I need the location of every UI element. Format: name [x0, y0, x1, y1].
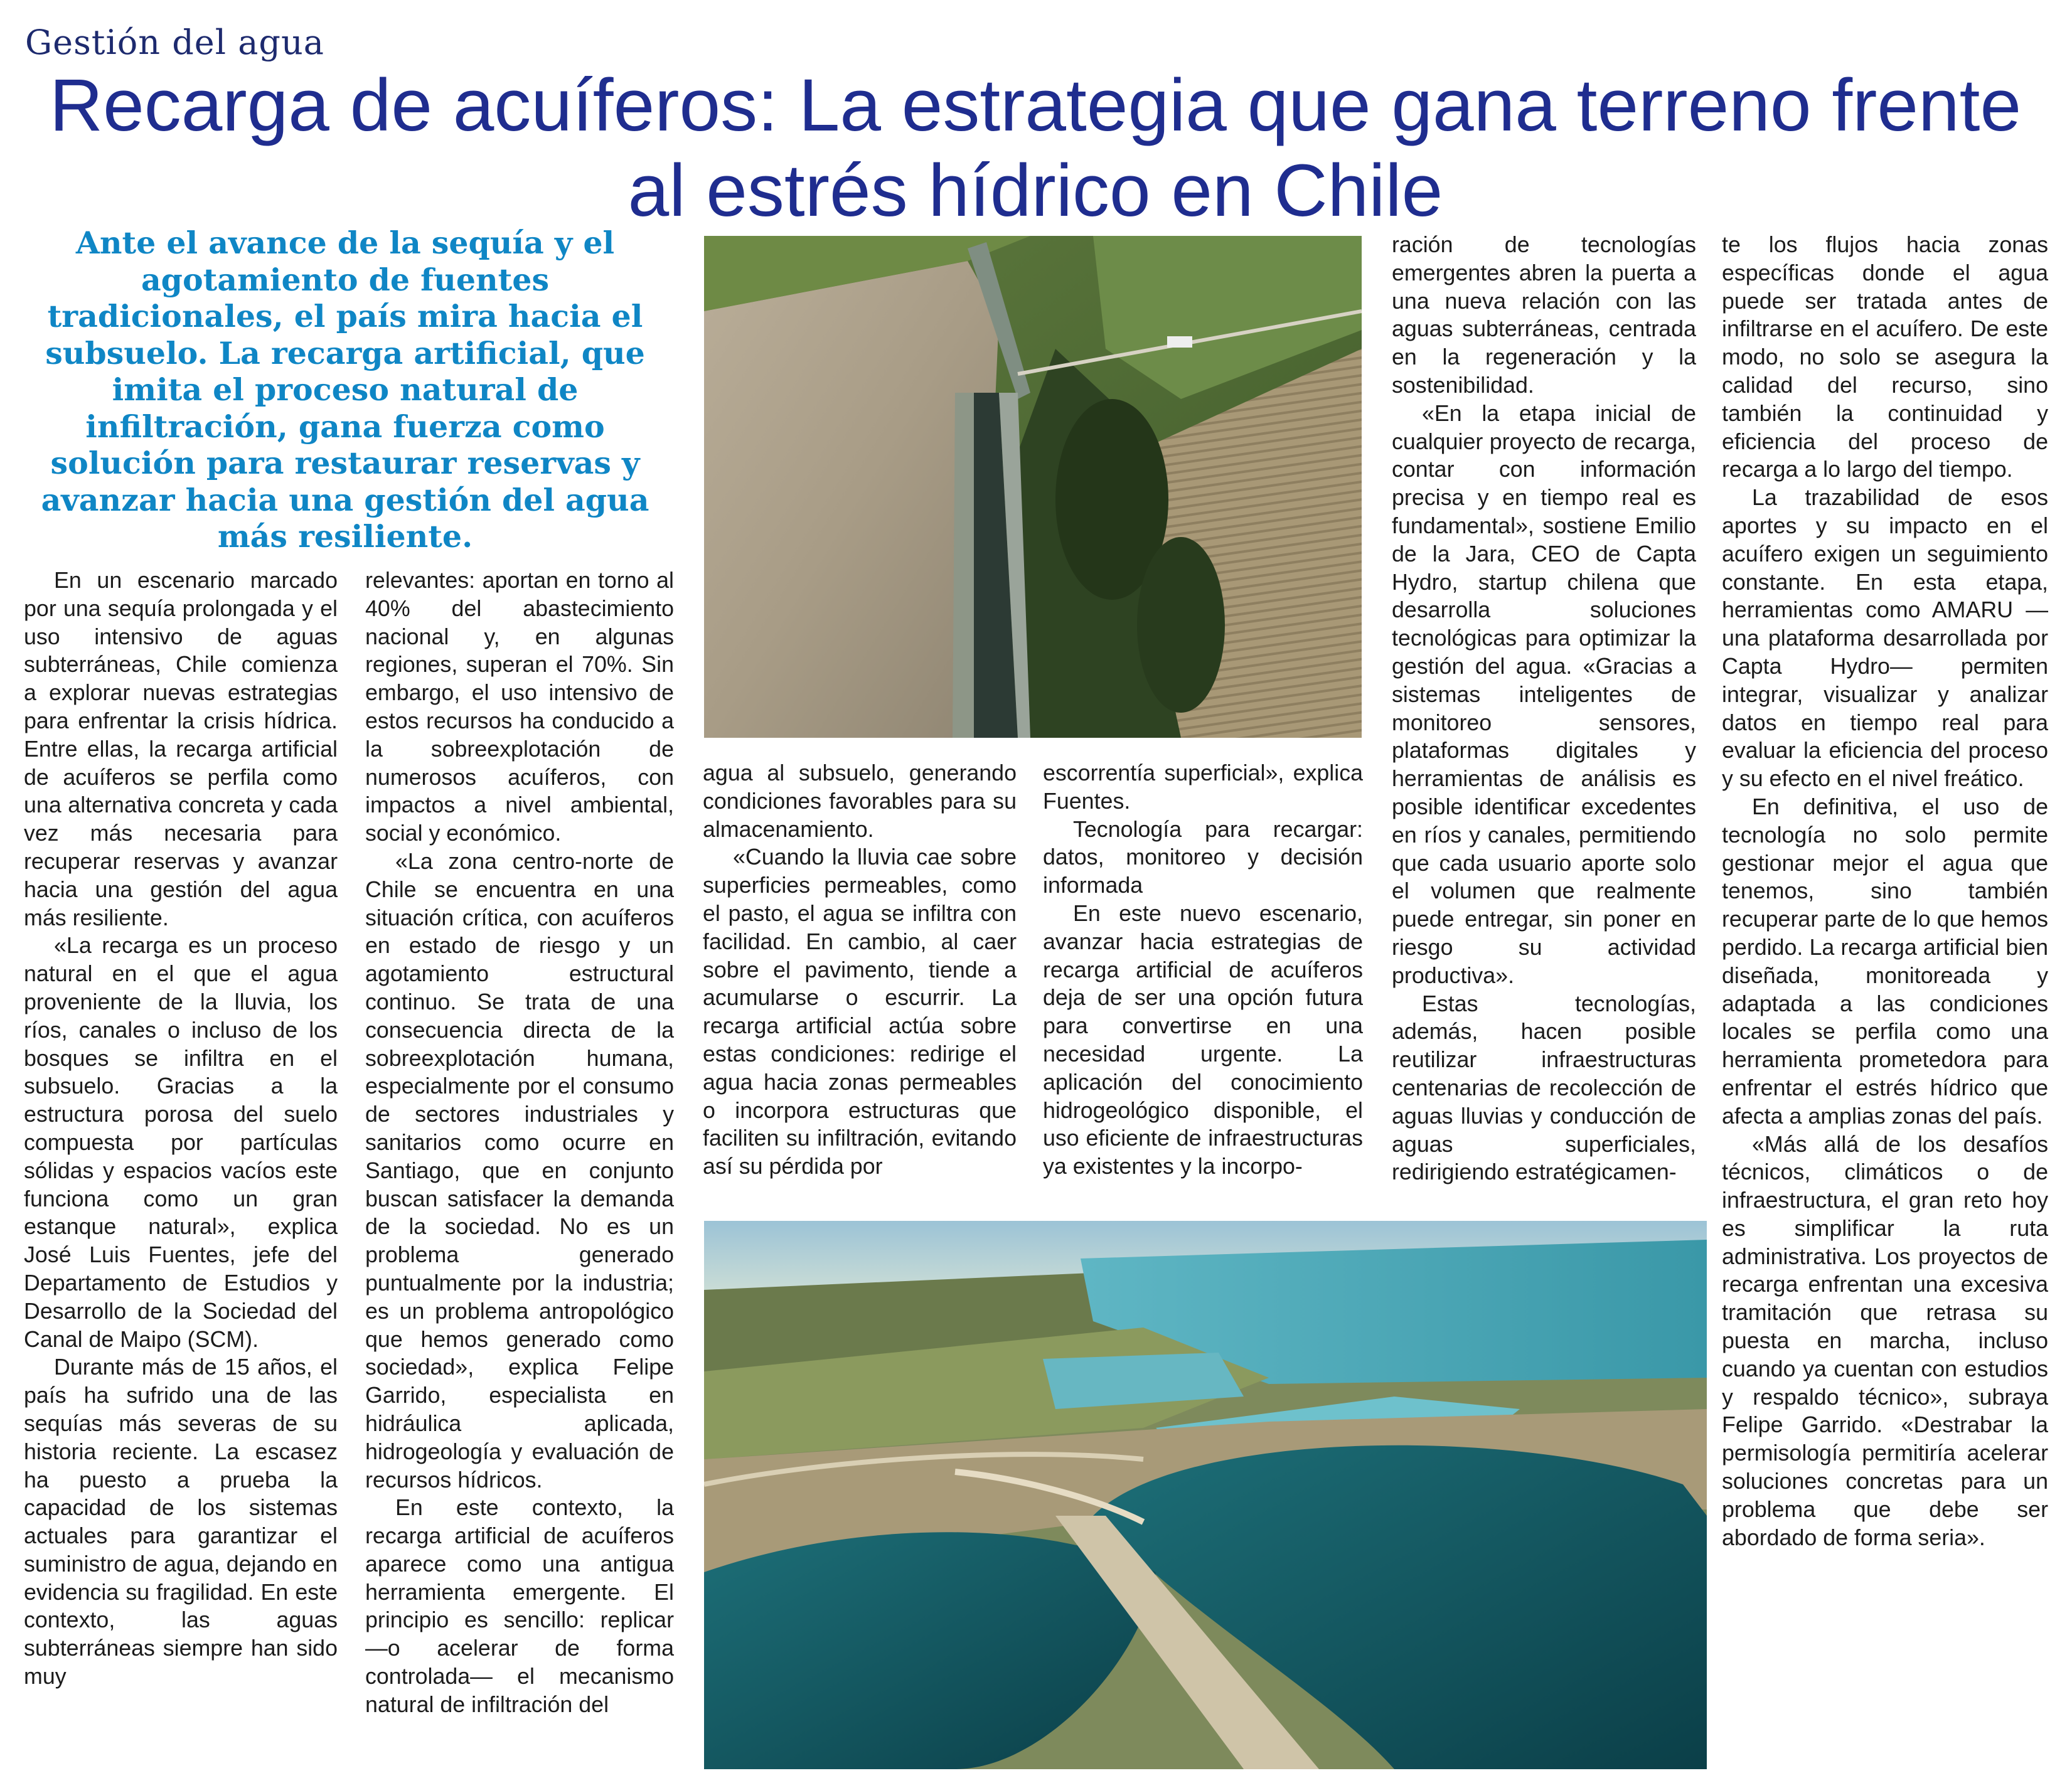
- article-column-3: [703, 759, 1017, 1208]
- paragraph: En este contexto, la recarga artificial de acuíferos aparece como una antigua herramienta emergente. El principio es sencillo: replicar —o acelerar de forma controlada— el mecanismo natural de infiltración del: [365, 1495, 674, 1717]
- paragraph: En un escenario marcado por una sequía prolongada y el uso intensivo de aguas subterráneas, Chile comienza a explorar nuevas estrategias para enfrentar la crisis hídrica. Entre ellas, la recarga artificial de acuíferos se perfila como una alternativa concreta y cada vez más necesaria para recuperar reservas y avanzar hacia una gestión del agua más resiliente.: [24, 568, 338, 930]
- aerial-canal-photo: [704, 236, 1362, 738]
- deck-lede: Ante el avance de la sequía y el agotamiento de fuentes tradicionales, el país mira hacia el subsuelo. La recarga artificial, que imita el proceso natural de infiltración, gana fuerza como solución para restaurar reservas y avanzar hacia una gestión del agua más resiliente.: [41, 225, 649, 555]
- article-column-2: [365, 567, 674, 1765]
- section-label: Gestión del agua: [25, 23, 324, 62]
- paragraph: Durante más de 15 años, el país ha sufrido una de las sequías más severas de su historia reciente. La escasez ha puesto a prueba la capacidad de los sistemas actuales para garantizar el suministro de agua, dejando en evidencia su fragilidad. En este contexto, las aguas subterráneas siempre han sido muy: [24, 1354, 338, 1690]
- headline: Recarga de acuíferos: La estrategia que gana terreno frente al estrés hídrico en Chile: [49, 64, 2022, 232]
- paragraph: relevantes: aportan en torno al 40% del abastecimiento nacional y, en algunas regiones, superan el 70%. Sin embargo, el uso intensivo de estos recursos ha conducido a la sobreexplotación de numerosos acuíferos, con impactos a nivel ambiental, social y económico.: [365, 568, 674, 846]
- paragraph: En este nuevo escenario, avanzar hacia estrategias de recarga artificial de acuíferos deja de ser una opción futura para convertirse en una necesidad urgente. La aplicación del conocimiento hidrogeológico disponible, el uso eficiente de infraestructuras ya existentes y la incorpo-: [1043, 900, 1363, 1179]
- paragraph: «Cuando la lluvia cae sobre superficies permeables, como el pasto, el agua se infiltra con facilidad. En cambio, al caer sobre el pavimento, tiende a acumularse o escurrir. La recarga artificial actúa sobre estas condiciones: redirige el agua hacia zonas permeables o incorpora estructuras que faciliten su infiltración, evitando así su pérdida por: [703, 844, 1017, 1179]
- paragraph: te los flujos hacia zonas específicas donde el agua puede ser tratada antes de infiltrarse en el acuífero. De este modo, no solo se asegura la calidad del recurso, sino también la continuidad y eficiencia del proceso de recarga a lo largo del tiempo.: [1722, 232, 2048, 482]
- article-column-4: [1043, 759, 1363, 1208]
- paragraph: «La recarga es un proceso natural en el que el agua proveniente de la lluvia, los ríos, canales o incluso de los bosques se infiltra en el subsuelo. Gracias a la estructura porosa del suelo compuesta por partículas sólidas y espacios vacíos este funciona como un gran estanque natural», explica José Luis Fuentes, jefe del Departamento de Estudios y Desarrollo de la Sociedad del Canal de Maipo (SCM).: [24, 933, 338, 1352]
- paragraph: ración de tecnologías emergentes abren la puerta a una nueva relación con las aguas subterráneas, centrada en la regeneración y la sostenibilidad.: [1392, 232, 1696, 398]
- paragraph: «La zona centro-norte de Chile se encuentra en una situación crítica, con acuíferos en estado de riesgo y un agotamiento estructural continuo. Se trata de una consecuencia directa de la sobreexplotación humana, especialmente por el consumo de sectores industriales y sanitarios como ocurre en Santiago, que en conjunto buscan satisfacer la demanda de la sociedad. No es un problema generado puntualmente por la industria; es un problema antropológico que hemos generado como sociedad», explica Felipe Garrido, especialista en hidráulica aplicada, hidrogeología y evaluación de recursos hídricos.: [365, 848, 674, 1493]
- paragraph: «En la etapa inicial de cualquier proyecto de recarga, contar con información precisa y en tiempo real es fundamental», sostiene Emilio de la Jara, CEO de Capta Hydro, startup chilena que desarrolla soluciones tecnológicas para optimizar la gestión del agua. «Gracias a sistemas inteligentes de monitoreo sensores, plataformas digitales y herramientas de análisis es posible identificar excedentes en ríos y canales, permitiendo que cada usuario aporte solo el volumen que realmente puede entregar, sin poner en riesgo su actividad productiva».: [1392, 400, 1696, 988]
- article-column-1: [24, 567, 338, 1765]
- paragraph: agua al subsuelo, generando condiciones favorables para su almacenamiento.: [703, 760, 1017, 842]
- paragraph: Estas tecnologías, además, hacen posible reutilizar infraestructuras centenarias de recolección de aguas lluvias y conducción de aguas superficiales, redirigiendo estratégicamen-: [1392, 991, 1696, 1185]
- paragraph: En definitiva, el uso de tecnología no solo permite gestionar mejor el agua que tenemos, sino también recuperar parte de lo que hemos perdido. La recarga artificial bien diseñada, monitoreada y adaptada a las condiciones locales se perfila como una herramienta prometedora para enfrentar el estrés hídrico que afecta a amplias zonas del país.: [1722, 794, 2048, 1129]
- article-column-6: [1722, 231, 2048, 1762]
- paragraph: escorrentía superficial», explica Fuentes.: [1043, 760, 1363, 814]
- article-column-5: [1392, 231, 1696, 1222]
- subheading: Tecnología para recargar: datos, monitoreo y decisión informada: [1043, 816, 1363, 898]
- paragraph: La trazabilidad de esos aportes y su impacto en el acuífero exigen un seguimiento constante. En esta etapa, herramientas como AMARU —una plataforma desarrollada por Capta Hydro— permiten integrar, visualizar y analizar datos en tiempo real para evaluar la eficiencia del proceso y su efecto en el nivel freático.: [1722, 485, 2048, 792]
- paragraph: «Más allá de los desafíos técnicos, climáticos o de infraestructura, el gran reto hoy es simplificar la ruta administrativa. Los proyectos de recarga enfrentan una excesiva tramitación que retrasa su puesta en marcha, incluso cuando ya cuentan con estudios y respaldo técnico», subraya Felipe Garrido. «Destrabar la permisología permitiría acelerar soluciones concretas para un problema que debe ser abordado de forma seria».: [1722, 1131, 2048, 1550]
- aerial-recharge-ponds-photo: [704, 1221, 1707, 1769]
